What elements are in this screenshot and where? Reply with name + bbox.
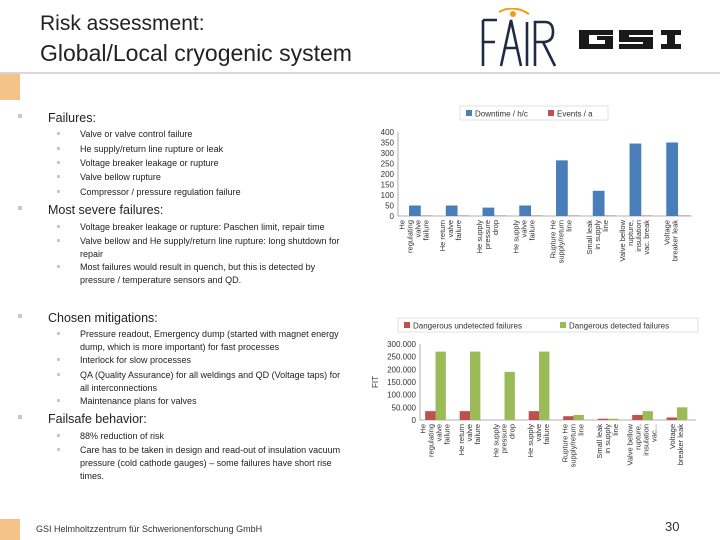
x-tick-label (560, 424, 585, 467)
y-tick-label: 100.000 (387, 390, 416, 400)
list-item (80, 143, 223, 156)
chart-bar (643, 411, 653, 420)
chart-bar (519, 206, 531, 217)
failure-item-text: He supply/return line rupture or leak (80, 144, 224, 154)
x-tick-label-line: in supply (593, 220, 603, 250)
failsafe-item-text: Care has to be taken in design and read-out of insulation vacuum (80, 445, 341, 455)
x-tick-label-line: Small leak (594, 424, 604, 459)
x-tick-label (512, 220, 537, 254)
failure-item-text: Voltage breaker leakage or rupture (80, 158, 219, 168)
x-tick-label (526, 424, 551, 458)
chart-bar (446, 206, 458, 217)
chart-bar (529, 411, 539, 420)
failure-item-text: Compressor / pressure regulation failure (80, 187, 241, 197)
y-tick-label: 300.000 (387, 340, 416, 349)
bullet-mitigations-heading: Chosen mitigations: (48, 311, 158, 325)
legend-swatch (404, 322, 410, 328)
x-tick-label (618, 219, 651, 261)
chart-bar (574, 415, 584, 420)
x-tick-label-line: He supply (511, 220, 521, 254)
x-tick-label-line: He supply (525, 424, 535, 458)
x-tick-label-line: line (610, 424, 620, 436)
x-tick-label-line: line (576, 424, 586, 436)
x-tick-label-line: line (564, 220, 574, 232)
x-tick-label-line: valve (413, 220, 423, 238)
legend-swatch (560, 322, 566, 328)
chart-bar (666, 143, 678, 217)
x-tick-label-line: valve (519, 220, 529, 238)
x-tick-label-line: valve (434, 424, 444, 442)
y-tick-label: 300 (380, 149, 394, 158)
x-tick-label-line: Valve bellow (625, 424, 635, 466)
bullet-marker (57, 175, 60, 178)
x-tick-label-line: insulation (641, 424, 651, 456)
y-tick-label: 200.000 (387, 365, 416, 375)
x-tick-label-line: Rupture He (548, 220, 558, 259)
x-tick-label-line: valve (446, 220, 456, 238)
list-item (80, 395, 197, 408)
chart-bar (608, 419, 618, 420)
x-tick-label-line: Rupture He (560, 424, 570, 463)
chart-bar (632, 415, 642, 420)
y-tick-label: 250.000 (387, 352, 416, 362)
x-tick-label-line: rupture, (633, 424, 643, 450)
bullet-marker (57, 132, 60, 135)
x-tick-label (438, 220, 463, 251)
bullet-failures-heading: Failures: (48, 111, 96, 125)
list-item (80, 128, 192, 141)
severe-item-text: Voltage breaker leakage or rupture: Paschen limit, repair time (80, 222, 325, 232)
x-tick-label-line: valve (464, 424, 474, 442)
bullet-marker (57, 434, 60, 437)
bullet-marker (57, 373, 60, 376)
y-tick-label: 0 (389, 212, 394, 221)
x-tick-label (585, 220, 610, 255)
list-item (80, 444, 340, 483)
header-divider (0, 72, 720, 74)
x-tick-label-line: He (418, 424, 428, 434)
x-tick-label-line: regulating (405, 220, 415, 253)
failure-item-text: Valve bellow rupture (80, 172, 161, 182)
bullet-severe (48, 203, 163, 217)
list-item (80, 369, 340, 395)
footer-organization: GSI Helmholtzzentrum für Schwerionenforschung GmbH (36, 524, 263, 534)
x-tick-label-line: failure (421, 220, 431, 241)
chart-bar (409, 206, 421, 217)
legend-label: Dangerous undetected failures (413, 321, 522, 331)
bullet-marker (57, 332, 60, 335)
x-tick-label-line: Voltage (667, 424, 677, 450)
y-tick-label: 50.000 (391, 403, 416, 413)
x-tick-label-line: insulation (633, 220, 643, 252)
y-tick-label: 250 (380, 159, 394, 169)
page-title-line1: Risk assessment: (40, 12, 205, 35)
fair-logo (477, 8, 559, 70)
x-tick-label (595, 424, 620, 459)
chart-bar (677, 407, 687, 420)
failsafe-item-text: times. (80, 471, 105, 481)
chart-legend (460, 106, 608, 120)
bullet-marker (57, 190, 60, 193)
x-tick-label-line: failure (442, 424, 452, 445)
bullet-failsafe-heading: Failsafe behavior: (48, 412, 147, 426)
x-tick-label-line: pressure (499, 424, 509, 454)
chart-bar (556, 160, 568, 216)
bullet-marker (57, 265, 60, 268)
list-item (80, 261, 315, 287)
bullet-marker (57, 147, 60, 150)
chart-bar (483, 208, 495, 216)
x-tick-label-line: He (397, 220, 407, 230)
severe-item-text: Valve bellow and He supply/return line rupture: long shutdown for (80, 236, 340, 246)
bullet-severe-heading: Most severe failures: (48, 203, 164, 217)
bullet-marker (57, 225, 60, 228)
x-tick-label-line: failure (541, 424, 551, 445)
chart-bar (630, 144, 642, 216)
chart-bar (460, 411, 470, 420)
x-tick-label-line: breaker leak (675, 424, 685, 466)
severe-item-text: repair (80, 249, 104, 259)
legend-swatch (466, 110, 472, 116)
y-axis-label: FIT (371, 376, 380, 388)
mitigation-item-text: QA (Quality Assurance) for all weldings and QD (Voltage taps) for (80, 370, 341, 380)
bullet-marker (57, 358, 60, 361)
x-tick-label-line: He return (438, 220, 448, 252)
failsafe-item-text: pressure (cold cathode gauges) – some failures have short rise (80, 458, 332, 468)
y-tick-label: 400 (380, 128, 394, 137)
chart-bar (667, 417, 677, 420)
mitigation-item-text: dump, which is more important) for fast processes (80, 342, 280, 352)
legend-label: Downtime / h/c (475, 109, 528, 119)
failure-item-text: Valve or valve control failure (80, 129, 193, 139)
x-tick-label (663, 220, 680, 262)
chart-bar (470, 352, 480, 420)
bullet-failures (48, 111, 96, 125)
x-tick-label (625, 423, 658, 465)
x-tick-label-line: vac... (649, 424, 659, 442)
y-tick-label: 350 (380, 138, 394, 148)
x-tick-label-line: valve (533, 424, 543, 442)
chart-legend (398, 318, 698, 332)
x-tick-label-line: failure (472, 424, 482, 445)
bullet-marker (18, 114, 22, 118)
x-tick-label-line: Valve bellow (617, 220, 627, 262)
fit-chart (362, 314, 702, 496)
x-tick-label-line: drop (507, 424, 517, 440)
x-tick-label-line: line (601, 220, 611, 232)
legend-label: Dangerous detected failures (569, 321, 670, 331)
y-tick-label: 100 (380, 191, 394, 200)
list-item (80, 171, 161, 184)
page-number: 30 (665, 519, 680, 534)
y-tick-label: 150 (380, 180, 394, 190)
x-tick-label-line: rupture, (625, 220, 635, 246)
bullet-marker (18, 314, 22, 318)
x-tick-label-line: vac. break (641, 220, 651, 255)
x-tick-label-line: Small leak (585, 220, 595, 255)
chart-bar (539, 352, 549, 420)
list-item (80, 328, 339, 354)
list-item (80, 430, 164, 443)
y-tick-label: 150.000 (387, 378, 416, 387)
list-item (80, 354, 191, 367)
x-tick-label-line: in supply (602, 424, 612, 454)
x-tick-label (548, 220, 573, 263)
list-item (80, 235, 339, 261)
x-tick-label-line: supply/return (556, 220, 566, 264)
bullet-marker (57, 161, 60, 164)
bullet-failsafe (48, 412, 147, 426)
x-tick-label-line: He supply (474, 220, 484, 254)
legend-label: Events / a (557, 109, 593, 119)
y-tick-label: 0 (411, 416, 416, 425)
bullet-marker (57, 239, 60, 242)
x-tick-label (668, 424, 685, 466)
x-tick-label-line: He supply (491, 424, 501, 458)
list-item (80, 157, 219, 170)
x-tick-label (457, 424, 482, 455)
accent-bar-bottom (0, 519, 20, 540)
accent-bar-top (0, 74, 20, 100)
legend-swatch (548, 110, 554, 116)
x-tick-label-line: pressure (482, 220, 492, 250)
x-tick-label (475, 220, 500, 254)
x-tick-label-line: He return (456, 424, 466, 456)
x-tick-label-line: supply/return (568, 424, 578, 468)
severe-item-text: pressure / temperature sensors and QD. (80, 275, 242, 285)
x-tick-label-line: drop (490, 220, 500, 236)
bullet-marker (18, 206, 22, 210)
chart-bar (425, 411, 435, 420)
chart-bar (563, 416, 573, 420)
y-tick-label: 50 (385, 201, 394, 211)
x-tick-label-line: regulating (426, 424, 436, 457)
mitigation-item-text: Pressure readout, Emergency dump (started with magnet energy (80, 329, 339, 339)
list-item (80, 186, 241, 199)
x-tick-label (491, 424, 516, 458)
chart-bar (505, 372, 515, 420)
bullet-marker (57, 448, 60, 451)
x-tick-label-line: Voltage (662, 220, 672, 246)
chart-bar (436, 352, 446, 420)
mitigation-item-text: Maintenance plans for valves (80, 396, 197, 406)
gsi-logo (577, 26, 685, 52)
x-tick-label-line: failure (527, 220, 537, 241)
failsafe-item-text: 88% reduction of risk (80, 431, 165, 441)
x-tick-label (397, 220, 430, 253)
y-tick-label: 200 (380, 170, 394, 179)
x-tick-label (418, 424, 451, 457)
bullet-marker (18, 415, 22, 419)
fair-logo-dot (510, 11, 516, 17)
chart-bar (598, 419, 608, 420)
x-tick-label-line: failure (454, 220, 464, 241)
chart-bar (593, 191, 605, 216)
mitigation-item-text: all interconnections (80, 383, 158, 393)
bullet-marker (57, 399, 60, 402)
severe-item-text: Most failures would result in quench, but this is detected by (80, 262, 316, 272)
downtime-chart (362, 102, 702, 307)
x-tick-label-line: breaker leak (670, 220, 680, 262)
page-title-line2: Global/Local cryogenic system (40, 40, 352, 66)
list-item (80, 221, 325, 234)
mitigation-item-text: Interlock for slow processes (80, 355, 192, 365)
bullet-mitigations (48, 311, 158, 325)
